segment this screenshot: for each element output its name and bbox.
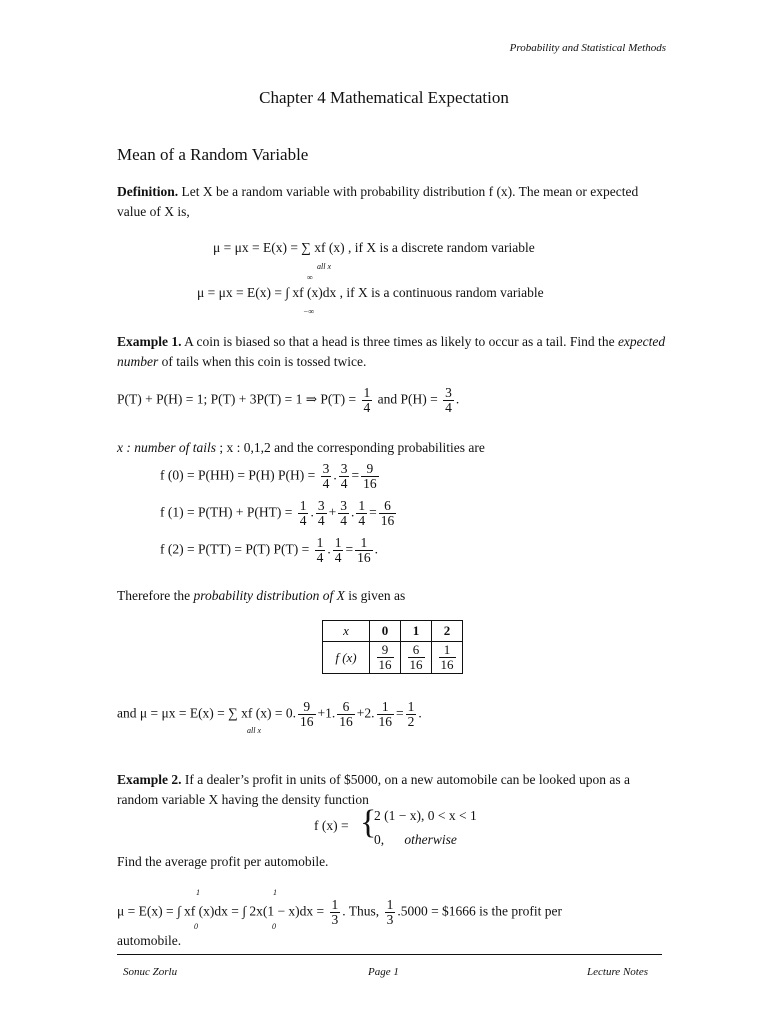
- section-title: Mean of a Random Variable: [117, 145, 309, 164]
- example1-label: Example 1.: [117, 334, 182, 349]
- table-header-cell: 2: [432, 621, 463, 642]
- solution-equation: μ = E(x) = ∫ xf (x)dx = ∫ 2x(1 − x)dx = $\frac{1}{3}$ . Thus, $\frac{1}{3}$ .5000 = $1666 is the profit per: [117, 897, 563, 927]
- table-header-cell: 1: [401, 621, 432, 642]
- table-cell: $\frac{1}{16}$: [432, 642, 463, 674]
- random-variable-line: x : number of tails ; x : 0,1,2 and the corresponding probabilities are: [117, 440, 485, 455]
- solution-continuation: automobile.: [117, 933, 182, 948]
- f0-line: f (0) = P(HH) = P(H) P(H) = $\frac{3}{4}$ . $\frac{3}{4}$ = $\frac{9}{16}$: [160, 461, 377, 491]
- example1-paragraph: Example 1. A coin is biased so that a head is three times as likely to occur as a tail. Find the expected number of tails when this coin is tossed twice.: [117, 334, 666, 369]
- footer-lecture-notes: Lecture Notes: [587, 966, 648, 978]
- example1-equation: P(T) + P(H) = 1; P(T) + 3P(T) = 1 ⇒ P(T) = $\frac{1}{4}$ and P(H) = $\frac{3}{4}$ .: [117, 385, 460, 415]
- find-average-text: Find the average profit per automobile.: [117, 854, 329, 869]
- integral-upper-limit: ∞: [307, 273, 313, 282]
- distribution-table: [322, 620, 463, 674]
- footer-divider: [117, 954, 662, 955]
- table-row-label: f (x): [323, 642, 370, 674]
- definition-label: Definition.: [117, 184, 179, 199]
- table-cell: $\frac{6}{16}$: [401, 642, 432, 674]
- formula-discrete: μ = μx = E(x) = ∑ xf (x) , if X is a discrete random variable: [213, 240, 535, 255]
- sum-subscript: all x: [247, 726, 261, 735]
- definition-text: Let X be a random variable with probability distribution f (x). The mean or expected value of X is,: [117, 184, 639, 219]
- integral-lower-limit: −∞: [303, 307, 315, 316]
- table-cell: $\frac{9}{16}$: [370, 642, 401, 674]
- integral-lower-limit: 0: [194, 922, 198, 931]
- integral-upper-limit: 1: [196, 888, 200, 897]
- table-row: [323, 642, 463, 674]
- density-case-2: 0, otherwise: [374, 832, 457, 847]
- mean-equation: and μ = μx = E(x) = ∑ xf (x) = 0. $\frac{9}{16}$ +1. $\frac{6}{16}$ +2. $\frac{1}{16}$ = $\frac{1}{2}$ .: [117, 699, 422, 729]
- integral-upper-limit: 1: [273, 888, 277, 897]
- density-case-1: 2 (1 − x), 0 < x < 1: [374, 808, 477, 823]
- definition-paragraph: [117, 182, 667, 222]
- running-header: Probability and Statistical Methods: [509, 42, 666, 54]
- example2-label: Example 2.: [117, 772, 182, 787]
- table-header-cell: 0: [370, 621, 401, 642]
- brace-symbol: {: [360, 804, 377, 841]
- table-header-cell: x: [323, 621, 370, 642]
- example2-paragraph: Example 2. If a dealer’s profit in units of $5000, on a new automobile can be looked upon as a random variable X having the density function: [117, 772, 631, 807]
- f2-line: f (2) = P(TT) = P(T) P(T) = $\frac{1}{4}$ . $\frac{1}{4}$ = $\frac{1}{16}$ .: [160, 535, 378, 565]
- integral-lower-limit: 0: [272, 922, 276, 931]
- formula-continuous: μ = μx = E(x) = ∫ xf (x)dx , if X is a continuous random variable: [197, 285, 544, 300]
- therefore-line: Therefore the probability distribution of X is given as: [117, 588, 406, 603]
- sum-subscript: all x: [317, 262, 331, 271]
- density-function: f (x) =: [314, 818, 349, 833]
- footer-page-number: Page 1: [368, 966, 399, 978]
- footer-author: Sonuc Zorlu: [123, 966, 178, 978]
- f1-line: f (1) = P(TH) + P(HT) = $\frac{1}{4}$ . $\frac{3}{4}$ + $\frac{3}{4}$ . $\frac{1}{4}$ = $\frac{6}{16}$: [160, 498, 395, 528]
- chapter-title: Chapter 4 Mathematical Expectation: [259, 88, 509, 107]
- table-row: [323, 621, 463, 642]
